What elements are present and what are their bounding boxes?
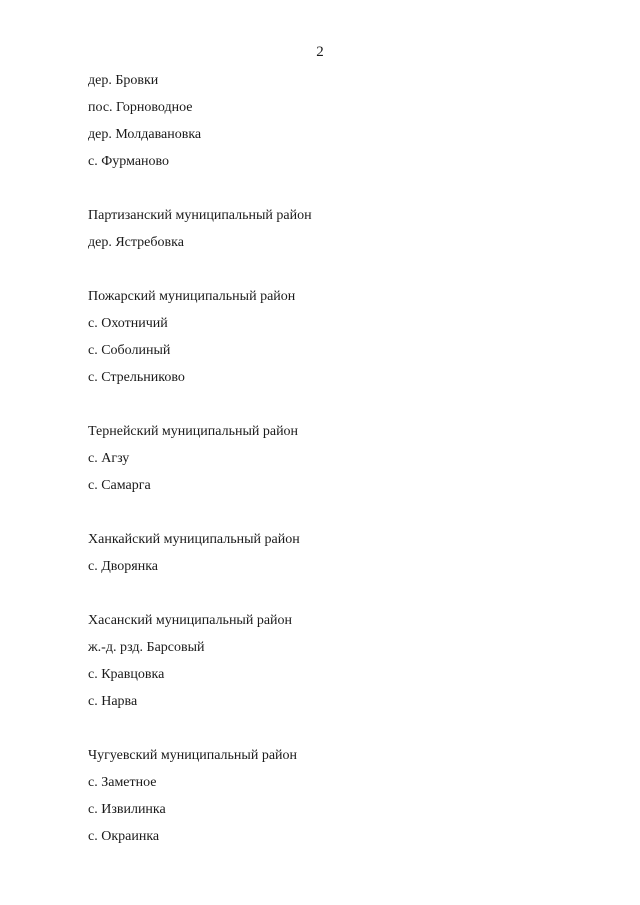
district-section [88, 418, 600, 499]
settlement-item: пос. Горноводное [88, 100, 193, 115]
district-section [88, 202, 600, 256]
page-number: 2 [316, 44, 324, 60]
settlement-item: с. Агзу [88, 451, 130, 466]
section-spacer [88, 580, 600, 607]
settlement-item: с. Соболиный [88, 343, 171, 358]
district-title: Тернейский муниципальный район [88, 424, 299, 439]
section-spacer [88, 256, 600, 283]
settlement-item: с. Нарва [88, 694, 138, 709]
settlement-item: с. Извилинка [88, 802, 166, 817]
settlement-item: с. Самарга [88, 478, 151, 493]
settlement-item: с. Заметное [88, 775, 157, 790]
settlement-item: с. Охотничий [88, 316, 168, 331]
settlement-item: с. Стрельниково [88, 370, 185, 385]
settlement-item: дер. Бровки [88, 73, 159, 88]
settlement-item: с. Дворянка [88, 559, 159, 574]
district-title: Партизанский муниципальный район [88, 208, 312, 223]
section-spacer [88, 715, 600, 742]
district-title: Чугуевский муниципальный район [88, 748, 298, 763]
district-section [88, 607, 600, 715]
district-title: Хасанский муниципальный район [88, 613, 293, 628]
settlement-item: с. Окраинка [88, 829, 160, 844]
settlement-item: с. Кравцовка [88, 667, 165, 682]
document-body [88, 67, 600, 850]
section-spacer [88, 391, 600, 418]
settlement-item: ж.-д. рзд. Барсовый [88, 640, 205, 655]
section-spacer [88, 175, 600, 202]
section-spacer [88, 499, 600, 526]
settlement-item: дер. Ястребовка [88, 235, 184, 250]
district-section [88, 283, 600, 391]
settlement-item: дер. Молдавановка [88, 127, 202, 142]
settlement-item: с. Фурманово [88, 154, 170, 169]
district-section [88, 742, 600, 850]
district-title: Пожарский муниципальный район [88, 289, 296, 304]
district-section [88, 526, 600, 580]
district-title: Ханкайский муниципальный район [88, 532, 300, 547]
settlement-group [88, 67, 600, 175]
